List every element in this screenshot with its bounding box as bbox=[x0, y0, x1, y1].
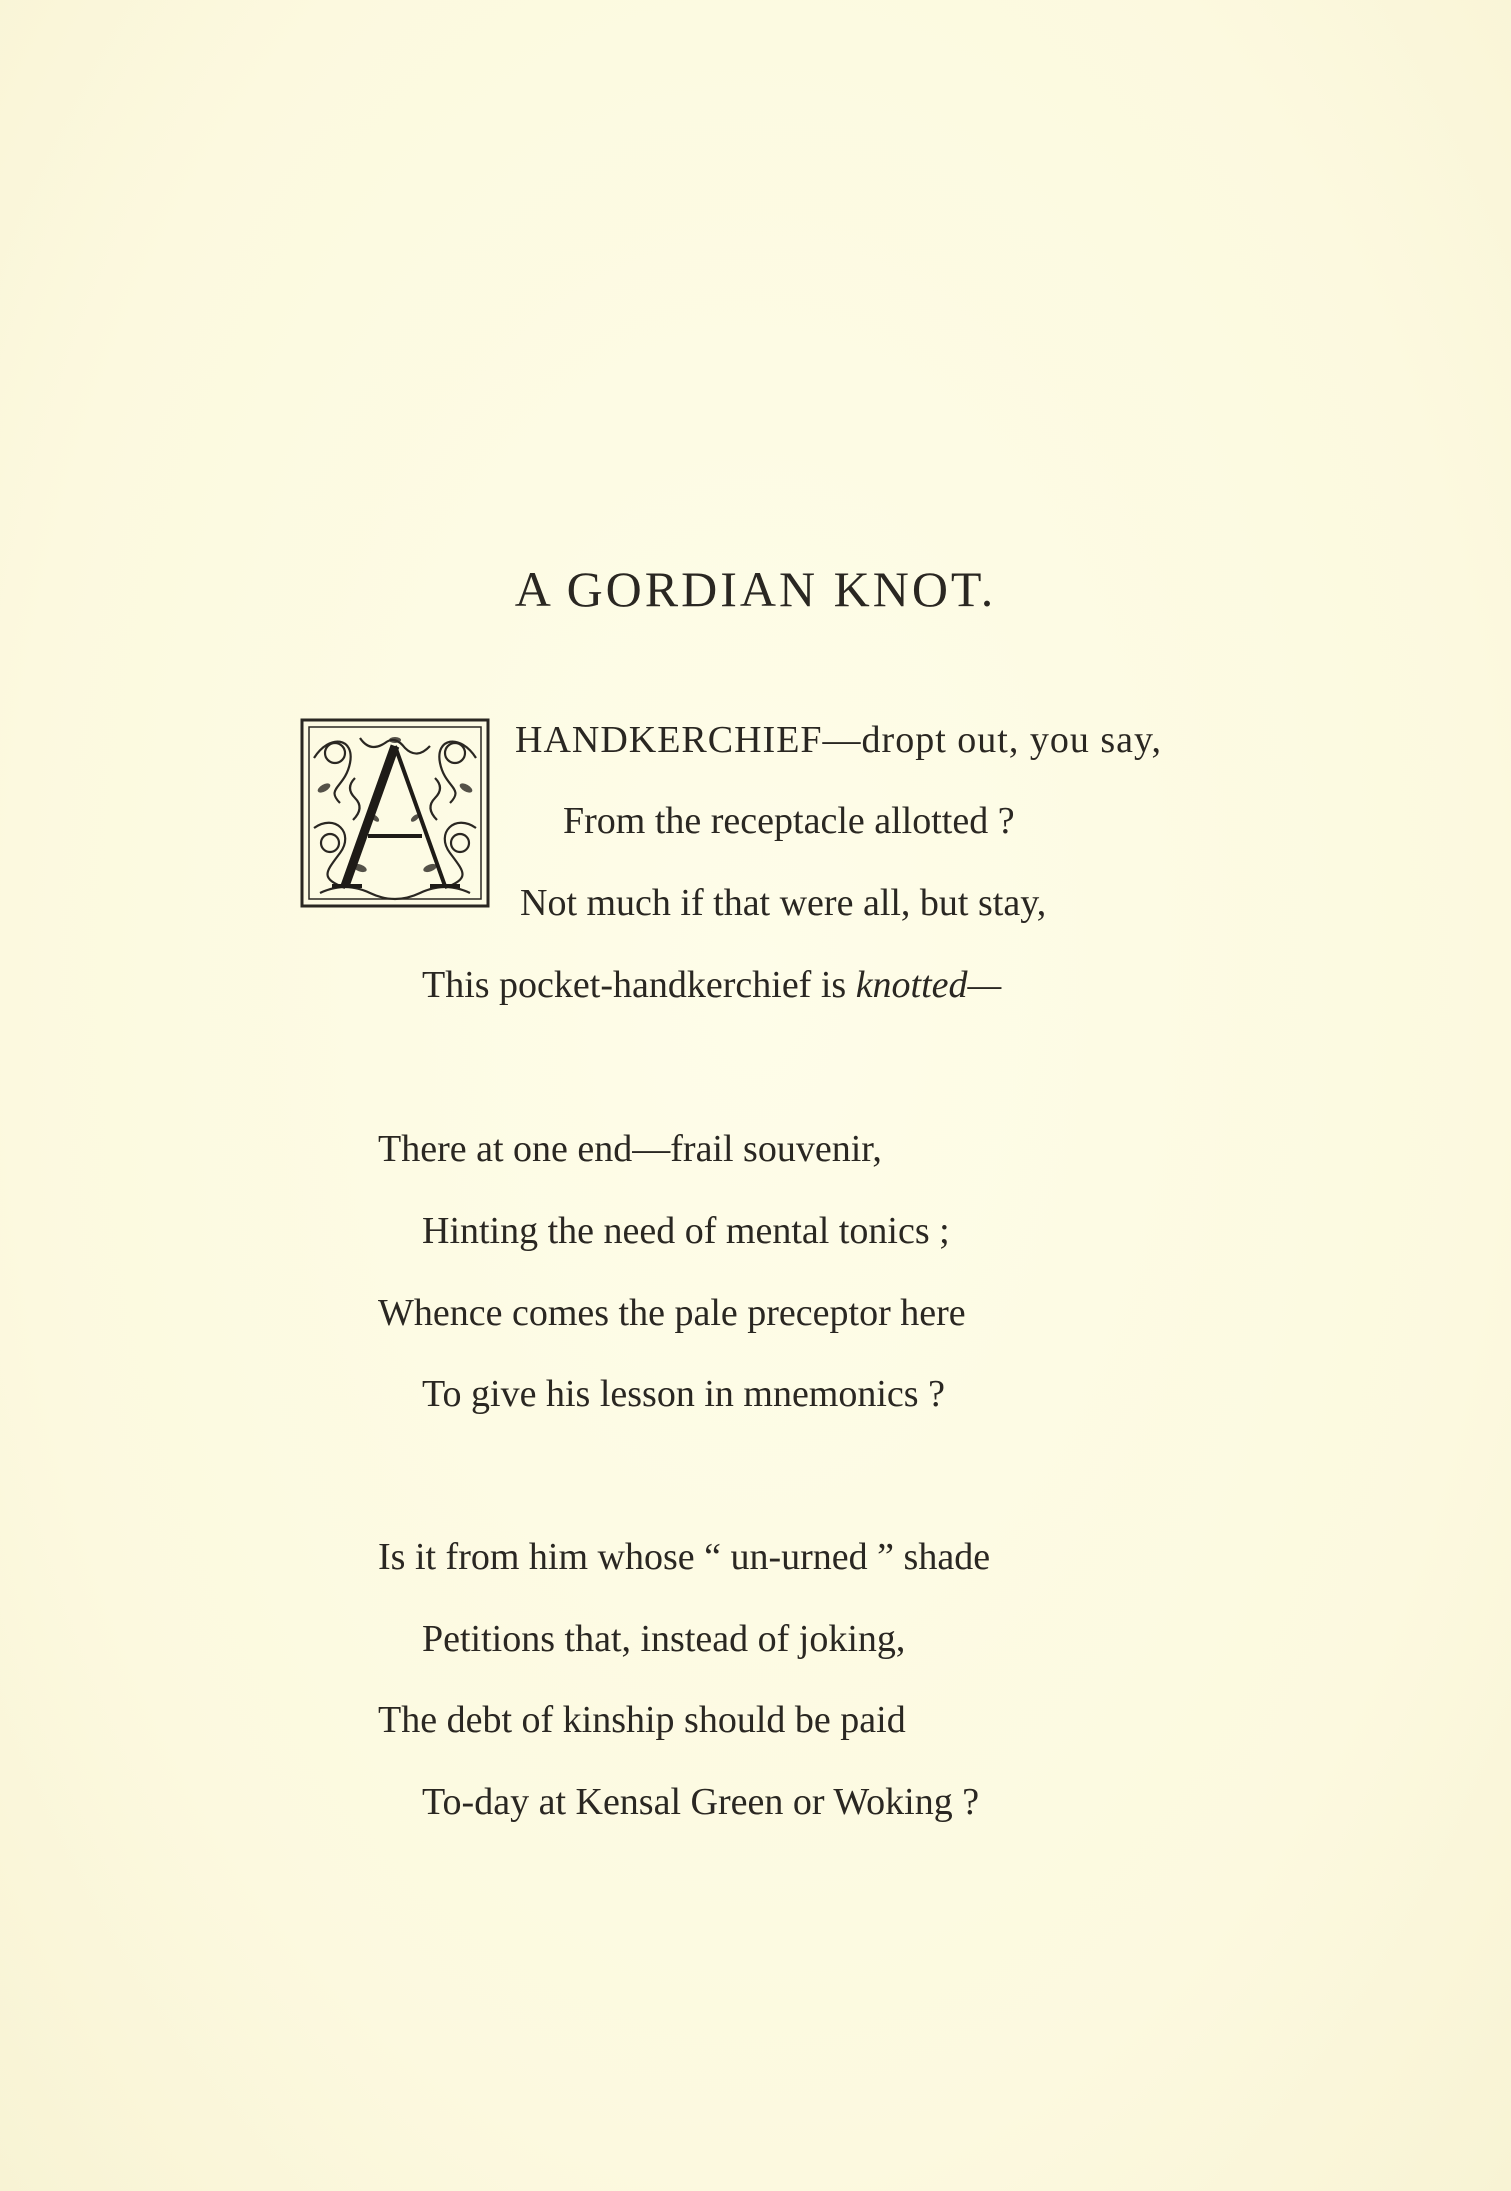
poem-title: A GORDIAN KNOT. bbox=[514, 561, 997, 617]
stanza-3-line-4: To-day at Kensal Green or Woking ? bbox=[422, 1781, 980, 1823]
stanza-3-line-1: Is it from him whose “ un-urned ” shade bbox=[378, 1536, 991, 1578]
stanza-3-line-3: The debt of kinship should be paid bbox=[378, 1699, 906, 1741]
stanza-2-line-1: There at one end—frail souvenir, bbox=[378, 1128, 882, 1170]
stanza-1-line-4 bbox=[422, 966, 1001, 1004]
stanza-1-line-1: HANDKERCHIEF—dropt out, you say, bbox=[515, 719, 1163, 761]
stanza-2-line-3: Whence comes the pale preceptor here bbox=[378, 1292, 966, 1334]
emphasis-knotted: knotted— bbox=[855, 964, 1002, 1006]
stanza-3-line-2: Petitions that, instead of joking, bbox=[422, 1618, 906, 1660]
stanza-2-line-4: To give his lesson in mnemonics ? bbox=[422, 1373, 945, 1415]
stanza-2-line-2: Hinting the need of mental tonics ; bbox=[422, 1210, 950, 1252]
stanza-1-line-4-text: This pocket-handkerchief is bbox=[422, 964, 847, 1006]
stanza-1-line-2: From the receptacle allotted ? bbox=[563, 800, 1015, 842]
ornamental-initial-icon bbox=[300, 718, 490, 908]
stanza-1-line-3: Not much if that were all, but stay, bbox=[520, 882, 1047, 924]
